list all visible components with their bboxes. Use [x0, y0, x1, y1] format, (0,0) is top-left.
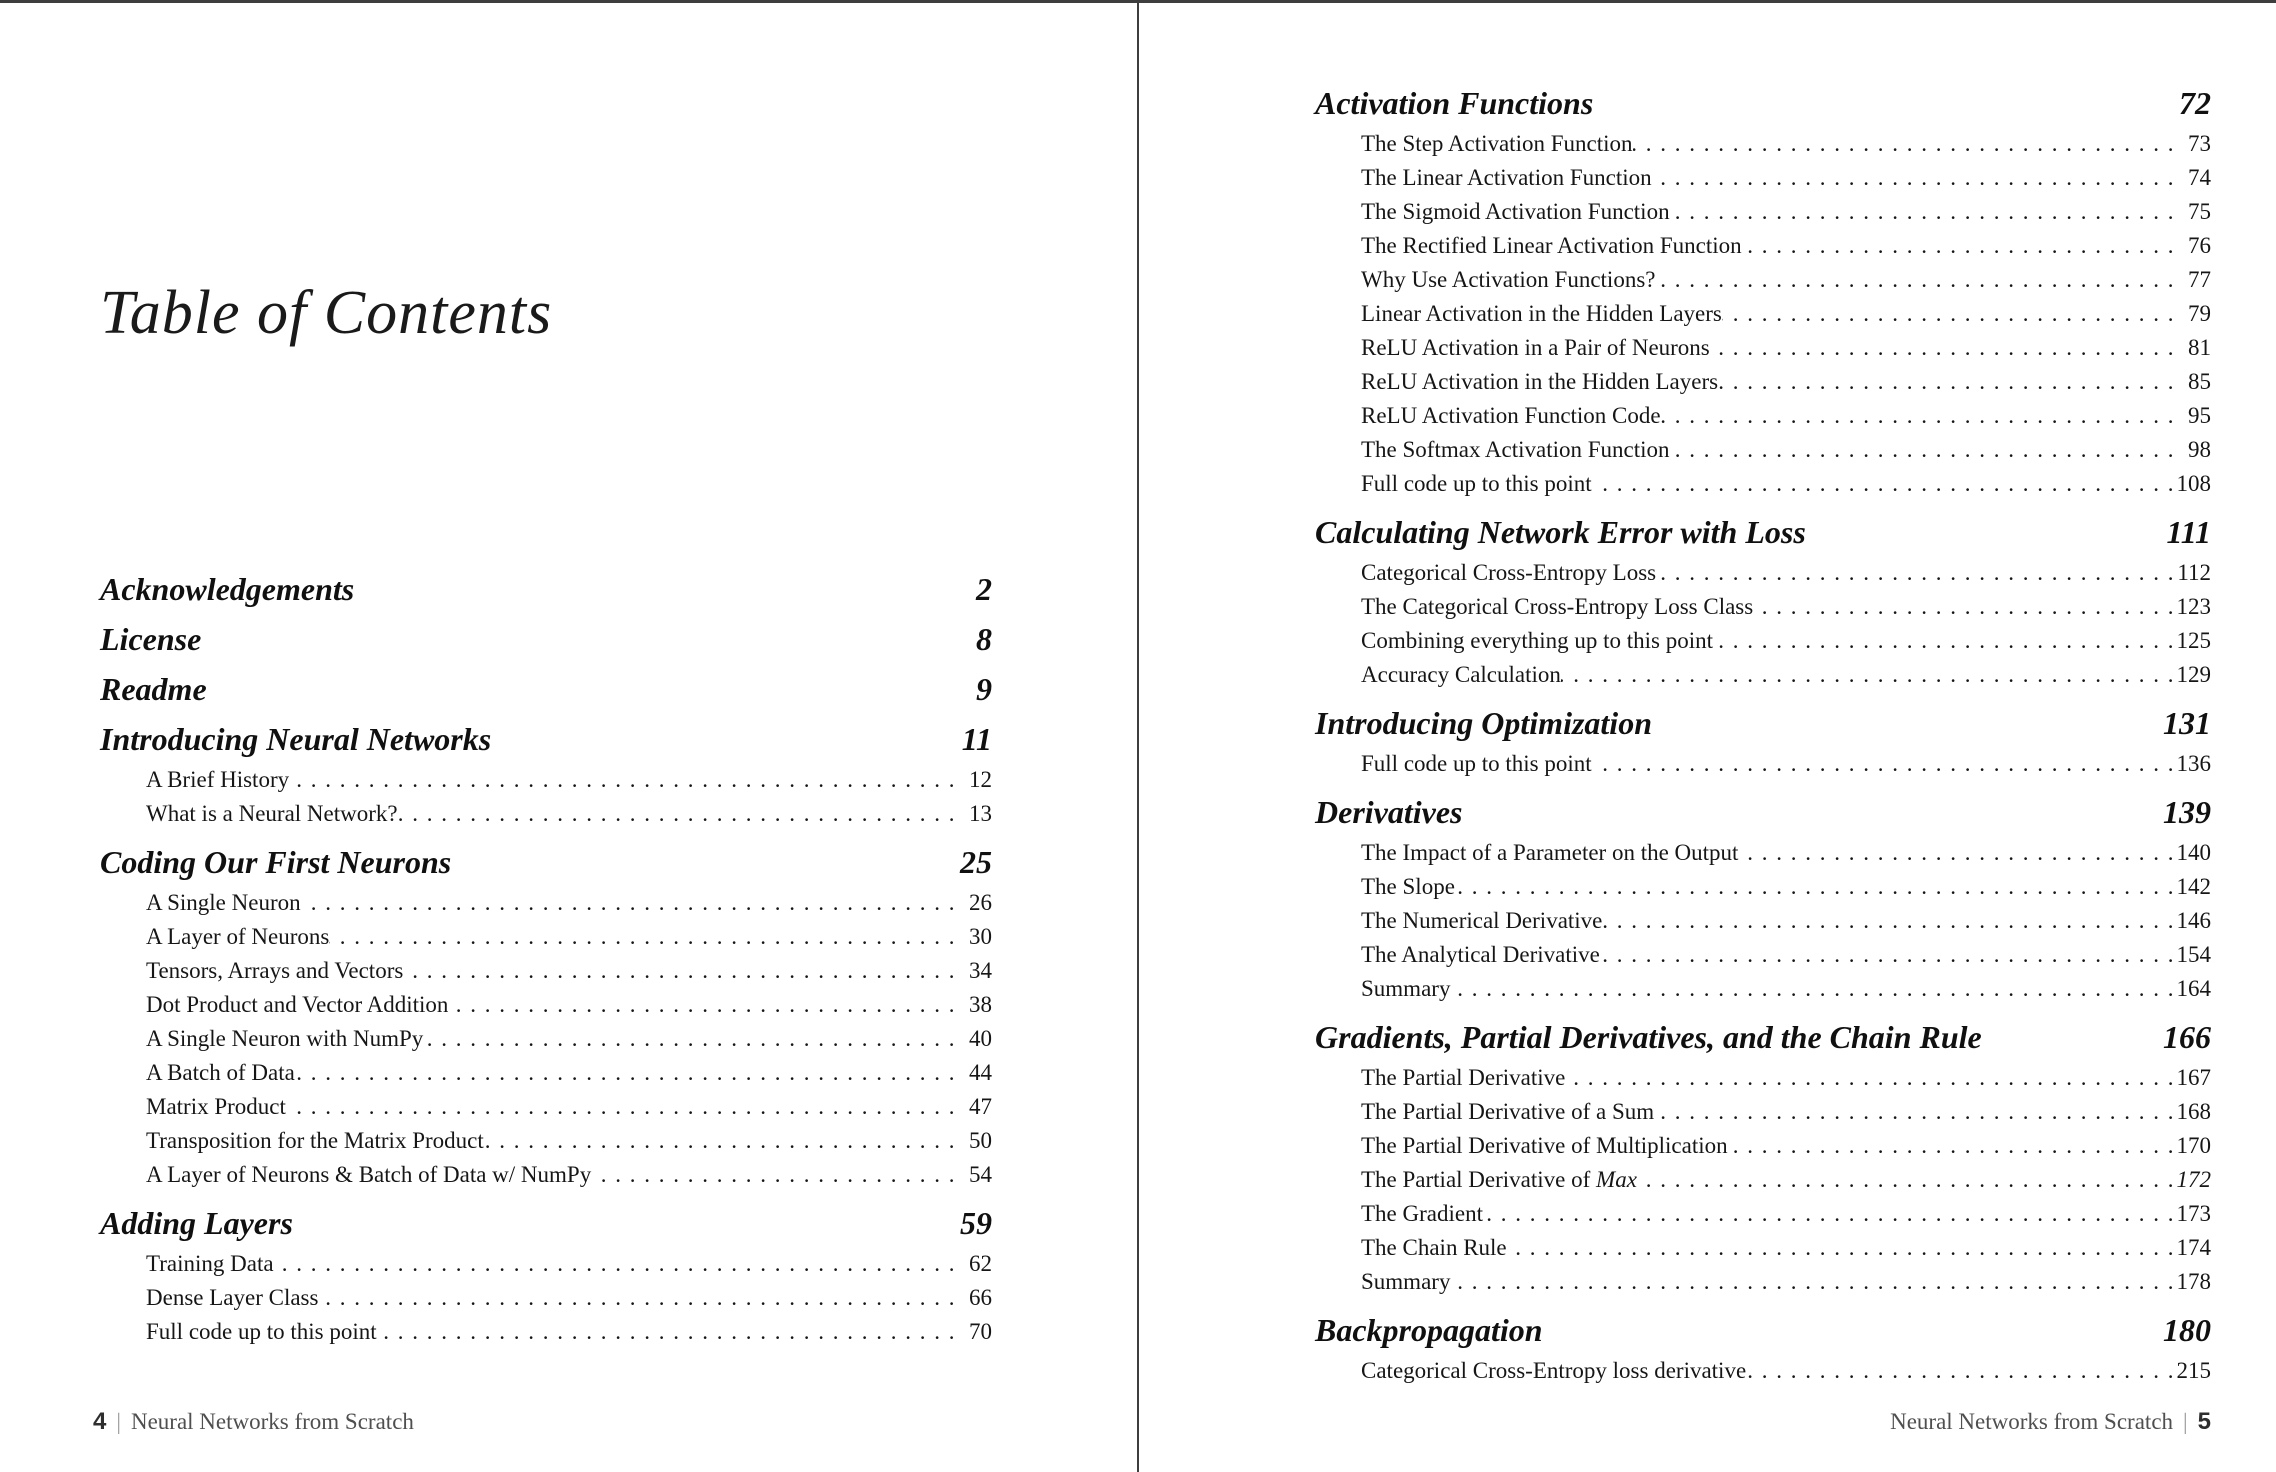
- entry-page-number: 76: [2188, 233, 2211, 258]
- toc-section: [100, 843, 992, 1192]
- dot-leader: [1450, 972, 2175, 1006]
- entry-label: Categorical Cross-Entropy Loss: [1361, 560, 1657, 585]
- chapter-page-number: 8: [976, 621, 992, 657]
- chapter-row: [100, 843, 992, 881]
- chapter-page-number: 72: [2179, 85, 2211, 121]
- dot-leader: [1661, 399, 2175, 433]
- entry-label: ReLU Activation Function Code: [1361, 403, 1661, 428]
- entry-label: The Categorical Cross-Entropy Loss Class: [1361, 594, 1754, 619]
- entry-page-number: 81: [2188, 335, 2211, 360]
- dot-leader: [1561, 658, 2175, 692]
- toc-entry: [1315, 365, 2211, 399]
- entry-page-number: 38: [969, 992, 992, 1017]
- toc-section: [1315, 84, 2211, 501]
- entry-label: The Partial Derivative of Multiplication: [1361, 1133, 1728, 1158]
- toc-entry: [1315, 624, 2211, 658]
- chapter-page-number: 2: [976, 571, 992, 607]
- dot-leader: [329, 920, 956, 954]
- entry-page-number: 44: [969, 1060, 992, 1085]
- entry-label: Full code up to this point: [1361, 471, 1592, 496]
- entry-page-number: 167: [2176, 1065, 2211, 1090]
- dot-leader: [1670, 433, 2175, 467]
- chapter-page-number: 59: [960, 1205, 992, 1241]
- entry-label: Summary: [1361, 976, 1451, 1001]
- chapter-page-number: 139: [2163, 794, 2211, 830]
- dot-leader: [1656, 263, 2176, 297]
- toc-entry: [100, 1022, 992, 1056]
- dot-leader: [1450, 1265, 2175, 1299]
- toc-section: [100, 720, 992, 831]
- right-page-footer: [1890, 1408, 2211, 1436]
- chapter-row: [100, 720, 992, 758]
- chapter-page-number: 180: [2163, 1312, 2211, 1348]
- toc-entry: [1315, 1354, 2211, 1388]
- dot-leader: [448, 988, 956, 1022]
- dot-leader: [484, 1124, 956, 1158]
- entry-label: The Partial Derivative: [1361, 1065, 1566, 1090]
- toc-entry: [100, 1124, 992, 1158]
- dot-leader: [289, 763, 956, 797]
- entry-page-number: 70: [969, 1319, 992, 1344]
- toc-entry: [1315, 1095, 2211, 1129]
- dot-leader: [423, 1022, 956, 1056]
- chapter-row: [100, 670, 992, 708]
- dot-leader: [1654, 1095, 2175, 1129]
- toc-section: [1315, 1311, 2211, 1388]
- chapter-row: [100, 570, 992, 608]
- entry-page-number: 50: [969, 1128, 992, 1153]
- entry-label: The Chain Rule: [1361, 1235, 1507, 1260]
- toc-entry: [100, 1158, 992, 1192]
- chapter-page-number: 9: [976, 671, 992, 707]
- dot-leader: [1600, 938, 2175, 972]
- entry-label: The Gradient: [1361, 1201, 1483, 1226]
- entry-label: Transposition for the Matrix Product: [146, 1128, 484, 1153]
- entry-label: The Step Activation Function: [1361, 131, 1633, 156]
- dot-leader: [403, 954, 956, 988]
- dot-leader: [1710, 331, 2175, 365]
- entry-label: The Analytical Derivative: [1361, 942, 1600, 967]
- dot-leader: [1592, 467, 2175, 501]
- left-page-sections: [100, 570, 992, 1361]
- chapter-page-number: 25: [960, 844, 992, 880]
- dot-leader: [1633, 127, 2176, 161]
- entry-page-number: 26: [969, 890, 992, 915]
- entry-label: The Softmax Activation Function: [1361, 437, 1670, 462]
- dot-leader: [318, 1281, 956, 1315]
- entry-page-number: 125: [2176, 628, 2211, 653]
- toc-entry: [1315, 1231, 2211, 1265]
- dot-leader: [1670, 195, 2175, 229]
- toc-entry: [1315, 556, 2211, 590]
- toc-entry: [1315, 161, 2211, 195]
- entry-label: The Numerical Derivative: [1361, 908, 1603, 933]
- chapter-row: [1315, 513, 2211, 551]
- chapter-row: [1315, 793, 2211, 831]
- entry-label: The Partial Derivative of a Sum: [1361, 1099, 1655, 1124]
- toc-entry: [1315, 1197, 2211, 1231]
- dot-leader: [591, 1158, 956, 1192]
- dot-leader: [1652, 161, 2175, 195]
- toc-section: [100, 570, 992, 608]
- entry-label: A Brief History: [146, 767, 290, 792]
- toc-entry: [1315, 399, 2211, 433]
- chapter-title: Introducing Optimization: [1315, 705, 1652, 741]
- entry-label: Full code up to this point: [146, 1319, 377, 1344]
- toc-entry: [100, 1247, 992, 1281]
- toc-entry: [1315, 127, 2211, 161]
- entry-page-number: 85: [2188, 369, 2211, 394]
- entry-label: A Layer of Neurons: [146, 924, 330, 949]
- dot-leader: [1746, 1354, 2175, 1388]
- dot-leader: [1718, 365, 2175, 399]
- entry-page-number: 54: [969, 1162, 992, 1187]
- entry-page-number: 168: [2176, 1099, 2211, 1124]
- chapter-title: License: [100, 621, 202, 657]
- entry-page-number: 34: [969, 958, 992, 983]
- dot-leader: [1738, 836, 2175, 870]
- entry-label: Accuracy Calculation: [1361, 662, 1561, 687]
- chapter-row: [1315, 84, 2211, 122]
- toc-entry: [1315, 1163, 2211, 1197]
- entry-page-number: 47: [969, 1094, 992, 1119]
- toc-entry: [1315, 972, 2211, 1006]
- page-divider: [1137, 0, 1139, 1472]
- dot-leader: [1592, 747, 2175, 781]
- toc-entry: [1315, 1129, 2211, 1163]
- entry-label: A Batch of Data: [146, 1060, 295, 1085]
- entry-page-number: 129: [2176, 662, 2211, 687]
- entry-label: What is a Neural Network?: [146, 801, 398, 826]
- toc-entry: [100, 1315, 992, 1349]
- left-page: [100, 0, 992, 1472]
- entry-page-number: 74: [2188, 165, 2211, 190]
- chapter-title: Gradients, Partial Derivatives, and the Chain Rule: [1315, 1019, 1982, 1055]
- dot-leader: [1637, 1163, 2175, 1197]
- toc-entry: [100, 920, 992, 954]
- toc-entry: [1315, 658, 2211, 692]
- footer-separator: |: [116, 1409, 121, 1434]
- dot-leader: [1565, 1061, 2175, 1095]
- footer-book-title: Neural Networks from Scratch: [1890, 1409, 2174, 1434]
- toc-entry: [1315, 467, 2211, 501]
- toc-entry: [100, 1281, 992, 1315]
- entry-label: Dense Layer Class: [146, 1285, 319, 1310]
- toc-section: [1315, 704, 2211, 781]
- footer-separator: |: [2183, 1409, 2188, 1434]
- entry-page-number: 13: [969, 801, 992, 826]
- chapter-row: [1315, 704, 2211, 742]
- entry-page-number: 146: [2176, 908, 2211, 933]
- entry-page-number: 215: [2176, 1358, 2211, 1383]
- entry-page-number: 73: [2188, 131, 2211, 156]
- toc-section: [100, 620, 992, 658]
- chapter-page-number: 166: [2163, 1019, 2211, 1055]
- chapter-page-number: 11: [961, 721, 992, 757]
- dot-leader: [377, 1315, 956, 1349]
- toc-entry: [100, 886, 992, 920]
- entry-label: Combining everything up to this point: [1361, 628, 1714, 653]
- chapter-title: Coding Our First Neurons: [100, 844, 452, 880]
- entry-page-number: 75: [2188, 199, 2211, 224]
- entry-label: Why Use Activation Functions?: [1361, 267, 1656, 292]
- entry-page-number: 40: [969, 1026, 992, 1051]
- footer-page-number: 4: [93, 1408, 107, 1435]
- chapter-title: Calculating Network Error with Loss: [1315, 514, 1806, 550]
- toc-entry: [100, 1090, 992, 1124]
- entry-page-number: 173: [2176, 1201, 2211, 1226]
- toc-entry: [100, 797, 992, 831]
- entry-label: The Linear Activation Function: [1361, 165, 1652, 190]
- toc-entry: [1315, 836, 2211, 870]
- entry-page-number: 123: [2176, 594, 2211, 619]
- toc-entry: [1315, 1265, 2211, 1299]
- dot-leader: [1742, 229, 2175, 263]
- toc-entry: [1315, 195, 2211, 229]
- chapter-row: [100, 1204, 992, 1242]
- entry-page-number: 170: [2176, 1133, 2211, 1158]
- toc-entry: [1315, 590, 2211, 624]
- right-page-sections: [1315, 84, 2211, 1400]
- entry-label: Categorical Cross-Entropy loss derivative: [1361, 1358, 1747, 1383]
- toc-section: [100, 670, 992, 708]
- entry-page-number: 178: [2176, 1269, 2211, 1294]
- toc-entry: [100, 988, 992, 1022]
- chapter-title: Adding Layers: [100, 1205, 293, 1241]
- chapter-row: [1315, 1018, 2211, 1056]
- entry-page-number: 98: [2188, 437, 2211, 462]
- entry-label: ReLU Activation in a Pair of Neurons: [1361, 335, 1710, 360]
- entry-page-number: 164: [2176, 976, 2211, 1001]
- entry-label: Dot Product and Vector Addition: [146, 992, 449, 1017]
- dot-leader: [398, 797, 956, 831]
- toc-section: [1315, 1018, 2211, 1299]
- toc-entry: [1315, 938, 2211, 972]
- toc-entry: [1315, 870, 2211, 904]
- chapter-page-number: 131: [2163, 705, 2211, 741]
- entry-page-number: 140: [2176, 840, 2211, 865]
- entry-label: A Layer of Neurons & Batch of Data w/ NumPy: [146, 1162, 592, 1187]
- entry-label: Linear Activation in the Hidden Layers: [1361, 301, 1722, 326]
- entry-page-number: 174: [2176, 1235, 2211, 1260]
- chapter-title: Activation Functions: [1315, 85, 1594, 121]
- entry-page-number: 172: [2176, 1167, 2211, 1192]
- entry-label: ReLU Activation in the Hidden Layers: [1361, 369, 1719, 394]
- dot-leader: [1713, 624, 2175, 658]
- toc-entry: [1315, 263, 2211, 297]
- dot-leader: [1722, 297, 2175, 331]
- toc-entry: [100, 763, 992, 797]
- entry-page-number: 77: [2188, 267, 2211, 292]
- chapter-page-number: 111: [2166, 514, 2211, 550]
- dot-leader: [1728, 1129, 2175, 1163]
- entry-label: The Rectified Linear Activation Function: [1361, 233, 1742, 258]
- entry-page-number: 79: [2188, 301, 2211, 326]
- dot-leader: [286, 1090, 956, 1124]
- chapter-row: [1315, 1311, 2211, 1349]
- entry-label: A Single Neuron with NumPy: [146, 1026, 424, 1051]
- entry-page-number: 95: [2188, 403, 2211, 428]
- right-page: [1315, 0, 2211, 1472]
- dot-leader: [301, 886, 956, 920]
- entry-label: The Partial Derivative of Max: [1361, 1167, 1637, 1192]
- dot-leader: [295, 1056, 956, 1090]
- dot-leader: [1602, 904, 2175, 938]
- toc-section: [1315, 513, 2211, 692]
- chapter-title: Introducing Neural Networks: [100, 721, 492, 757]
- footer-book-title: Neural Networks from Scratch: [130, 1409, 414, 1434]
- chapter-title: Derivatives: [1315, 794, 1463, 830]
- entry-page-number: 12: [969, 767, 992, 792]
- chapter-row: [100, 620, 992, 658]
- toc-section: [1315, 793, 2211, 1006]
- entry-page-number: 142: [2176, 874, 2211, 899]
- entry-label: Summary: [1361, 1269, 1451, 1294]
- toc-entry: [1315, 747, 2211, 781]
- dot-leader: [1483, 1197, 2175, 1231]
- toc-title: Table of Contents: [100, 279, 553, 347]
- toc-entry: [100, 954, 992, 988]
- toc-entry: [1315, 433, 2211, 467]
- dot-leader: [1455, 870, 2175, 904]
- entry-label: Training Data: [146, 1251, 274, 1276]
- chapter-title: Readme: [100, 671, 207, 707]
- entry-page-number: 30: [969, 924, 992, 949]
- toc-entry: [100, 1056, 992, 1090]
- entry-page-number: 108: [2176, 471, 2211, 496]
- entry-label: The Impact of a Parameter on the Output: [1361, 840, 1739, 865]
- dot-leader: [1656, 556, 2175, 590]
- toc-entry: [1315, 229, 2211, 263]
- entry-page-number: 112: [2177, 560, 2211, 585]
- toc-entry: [1315, 297, 2211, 331]
- entry-page-number: 66: [969, 1285, 992, 1310]
- dot-leader: [274, 1247, 956, 1281]
- entry-label: Tensors, Arrays and Vectors: [146, 958, 404, 983]
- entry-page-number: 62: [969, 1251, 992, 1276]
- entry-label: Full code up to this point: [1361, 751, 1592, 776]
- entry-page-number: 154: [2176, 942, 2211, 967]
- entry-label: The Slope: [1361, 874, 1455, 899]
- chapter-title: Backpropagation: [1315, 1312, 1543, 1348]
- dot-leader: [1507, 1231, 2175, 1265]
- entry-page-number: 136: [2176, 751, 2211, 776]
- footer-page-number: 5: [2197, 1408, 2211, 1435]
- toc-entry: [1315, 331, 2211, 365]
- entry-label: Matrix Product: [146, 1094, 286, 1119]
- toc-section: [100, 1204, 992, 1349]
- toc-entry: [1315, 1061, 2211, 1095]
- left-page-footer: [93, 1408, 414, 1436]
- dot-leader: [1753, 590, 2175, 624]
- entry-label: The Sigmoid Activation Function: [1361, 199, 1670, 224]
- entry-label-italic: Max: [1596, 1167, 1637, 1192]
- chapter-title: Acknowledgements: [100, 571, 355, 607]
- entry-label: A Single Neuron: [146, 890, 301, 915]
- toc-entry: [1315, 904, 2211, 938]
